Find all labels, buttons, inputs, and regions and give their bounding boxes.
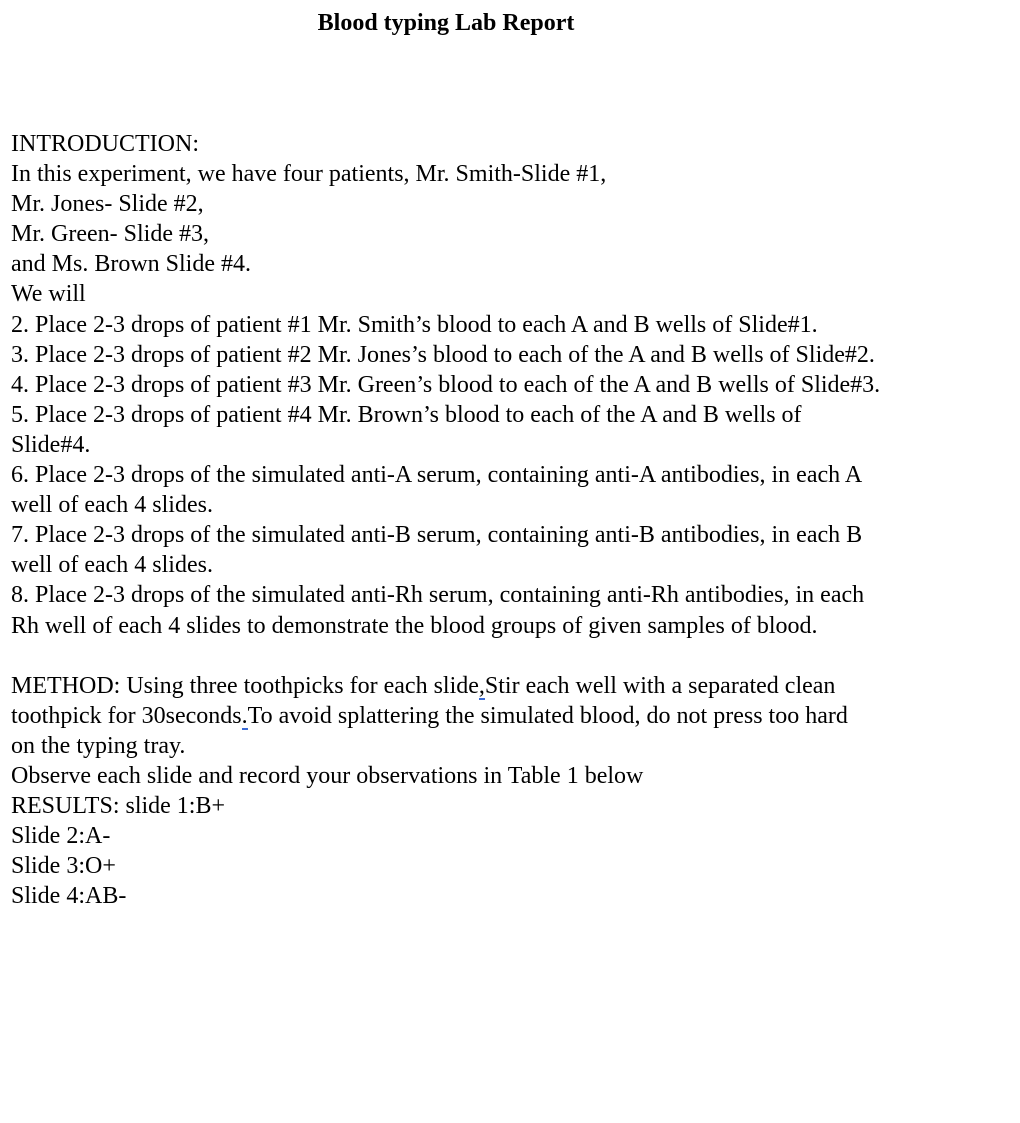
step-item: 3. Place 2-3 drops of patient #2 Mr. Jones’s blood to each of the A and B wells of Slide#2. (11, 341, 875, 368)
results-heading: RESULTS: slide 1:B+ (11, 793, 226, 820)
intro-line: We will (11, 281, 86, 308)
method-text: To avoid splattering the simulated blood, do not press too hard on the typing tray. (11, 702, 848, 759)
introduction-heading: INTRODUCTION: (11, 131, 199, 157)
step-item: 2. Place 2-3 drops of patient #1 Mr. Smith’s blood to each A and B wells of Slide#1. (11, 311, 818, 338)
method-text: Stir each well with a separated clean toothpick for 30seconds (11, 672, 836, 729)
paragraph-spacer (11, 641, 891, 671)
intro-line: Mr. Green- Slide #3, (11, 221, 209, 248)
document-title: Blood typing Lab Report (317, 10, 575, 36)
intro-line: and Ms. Brown Slide #4. (11, 251, 251, 278)
result-line: Slide 3:O+ (11, 853, 116, 880)
method-paragraph (11, 671, 866, 761)
step-item: 5. Place 2-3 drops of patient #4 Mr. Brown’s blood to each of the A and B wells of Slide#4. (11, 401, 802, 458)
step-item: 6. Place 2-3 drops of the simulated anti-A serum, containing anti-A antibodies, in each A well of each 4 slides. (11, 462, 861, 519)
revision-mark: . (242, 701, 248, 731)
step-item: 7. Place 2-3 drops of the simulated anti-B serum, containing anti-B antibodies, in each B well of each 4 slides. (11, 522, 863, 579)
method-text: METHOD: Using three toothpicks for each slide (11, 672, 479, 699)
intro-line: In this experiment, we have four patients, Mr. Smith-Slide #1, (11, 161, 607, 188)
step-item: 4. Place 2-3 drops of patient #3 Mr. Green’s blood to each of the A and B wells of Slide#3. (11, 371, 881, 398)
step-item: 8. Place 2-3 drops of the simulated anti-Rh serum, containing anti-Rh antibodies, in each Rh well of each 4 slides to demonstrate the blood groups of given samples of blood. (11, 582, 865, 639)
method-observe-line: Observe each slide and record your observations in Table 1 below (11, 762, 644, 789)
result-line: Slide 4:AB- (11, 883, 127, 910)
result-line: Slide 2:A- (11, 823, 111, 850)
document-body (11, 129, 891, 911)
revision-mark: , (479, 671, 485, 701)
intro-line: Mr. Jones- Slide #2, (11, 191, 204, 218)
